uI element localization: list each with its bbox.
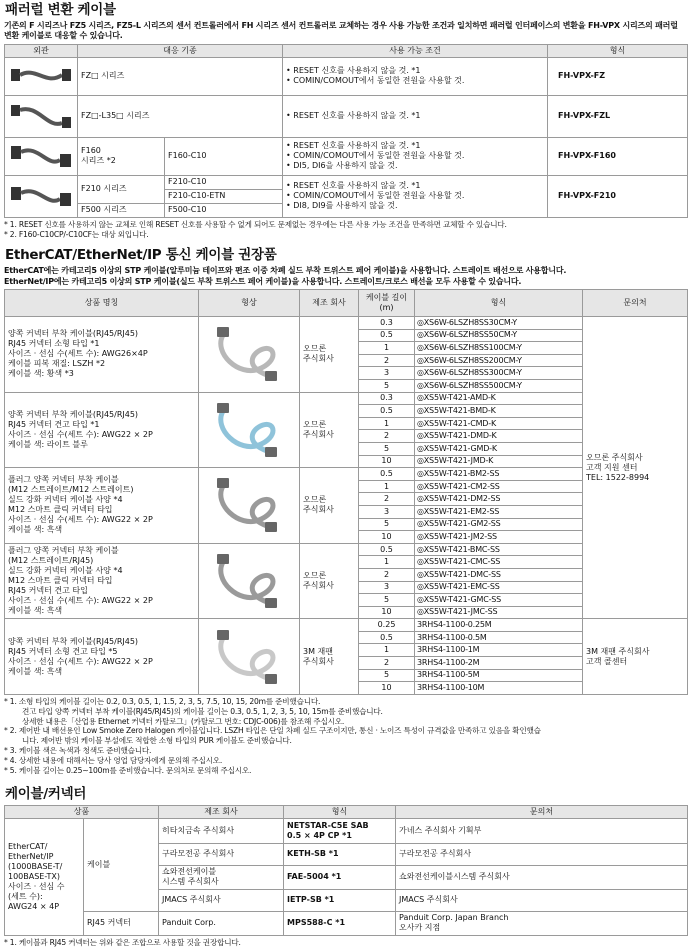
ribbon-cable-image [8, 60, 74, 92]
cable-shape-image [199, 468, 300, 544]
type-fz: FH-VPX-FZ [548, 57, 688, 95]
ribbon-cable-image [8, 99, 74, 133]
product-name: 양쪽 커넥터 부착 케이블(RJ45/RJ45) RJ45 커넥터 소형 견고 타입 *5 사이즈 · 선심 수(세트 수): AWG22 × 2P 케이블 색: 흑색 [5, 619, 199, 695]
cable-connector-table [4, 805, 688, 936]
cable-length: 5 [359, 594, 415, 607]
model-number: ◎XS5W-T421-CM2-SS [415, 480, 583, 493]
series-f500: F500 시리즈 [78, 203, 165, 217]
model-number: ◎XS6W-6LSZH8SS50CM-Y [415, 329, 583, 342]
lan-cable-icon [209, 550, 289, 612]
maker: 히타치금속 주식회사 [159, 818, 284, 843]
table-header-row [5, 290, 688, 317]
model: FAE-5004 *1 [284, 865, 396, 889]
note: * 1. RESET 신호를 사용하지 않는 교체로 인해 RESET 신호를 사용할 수 없게 되어도 문제없는 경우에는 다른 사용 가능 조건을 만족하면 교체할 수 있습니다. [4, 219, 507, 229]
header-type: 형식 [548, 44, 688, 57]
model-number: ◎XS5W-T421-GMD-K [415, 442, 583, 455]
model-number: ◎XS5W-T421-DM2-SS [415, 493, 583, 506]
cable-label: 케이블 [84, 818, 159, 911]
header-contact: 문의처 [396, 805, 688, 818]
section-intro-1: EtherCAT에는 카테고리5 이상의 STP 케이블(알루미늄 테이프와 편조 이중 차폐 실드 부착 트위스트 페어 케이블)을 사용합니다. 스트레이트 배선으로 사용합니다. [4, 266, 567, 276]
cable-length: 2 [359, 657, 415, 670]
cable-length: 5 [359, 518, 415, 531]
header-product: 상품 [5, 805, 159, 818]
model-number: ◎XS5W-T421-GMC-SS [415, 594, 583, 607]
model-number: ◎XS5W-T421-EMC-SS [415, 581, 583, 594]
conditions-f210: • RESET 신호를 사용하지 않을 것. *1 • COMIN/COMOUT에서 동일한 전원을 사용할 것. • DI8, DI9를 사용하지 않을 것. [283, 175, 548, 217]
note: 니다. 제어반 밖의 케이블 부설에도 적합한 소형 타입의 PUR 케이블도 준비했습니다. [22, 736, 292, 746]
contact-omron: 오므론 주식회사 고객 지원 센터 TEL: 1522-8994 [583, 317, 688, 619]
maker: 구라모전공 주식회사 [159, 843, 284, 865]
model-f210-c10: F210-C10 [165, 175, 283, 189]
conditions-f160: • RESET 신호를 사용하지 않을 것. *1 • COMIN/COMOUT에서 동일한 전원을 사용할 것. • DI5, DI6을 사용하지 않을 것. [283, 137, 548, 175]
cable-length: 3 [359, 581, 415, 594]
note: * 2. 제어반 내 배선용인 Low Smoke Zero Halogen 케이블입니다. LSZH 타입은 단일 차폐 실드 구조이지만, 통신 · 노이즈 특성이 규격값을 만족하고 있음을 확인했습 [4, 726, 541, 736]
table-row [5, 317, 688, 330]
model-number: 3RHS4-1100-0.5M [415, 631, 583, 644]
model-number: ◎XS6W-6LSZH8SS100CM-Y [415, 342, 583, 355]
cable-length: 2 [359, 354, 415, 367]
parallel-cable-table [4, 44, 688, 218]
type-f160: FH-VPX-F160 [548, 137, 688, 175]
table-row [5, 175, 688, 189]
table-row [5, 818, 688, 843]
model-number: ◎XS5W-T421-JMC-SS [415, 606, 583, 619]
product-name: 양쪽 커넥터 부착 케이블(RJ45/RJ45) RJ45 커넥터 소형 타입 *1 사이즈 · 선심 수(세트 수): AWG26×4P 케이블 피복 재질: LSZH *2 케이블 색: 황색 *3 [5, 317, 199, 393]
section-title-parallel-cable: 패러럴 변환 케이블 [5, 2, 116, 18]
model-number: ◎XS6W-6LSZH8SS500CM-Y [415, 380, 583, 393]
model-f500-c10: F500-C10 [165, 203, 283, 217]
contact: 가네스 주식회사 기획부 [396, 818, 688, 843]
model-number: ◎XS5W-T421-GM2-SS [415, 518, 583, 531]
cable-length: 10 [359, 606, 415, 619]
model-fzl: FZ□-L35□ 시리즈 [78, 95, 283, 137]
cable-length: 0.3 [359, 392, 415, 405]
series-f210: F210 시리즈 [78, 175, 165, 203]
model-number: ◎XS6W-6LSZH8SS200CM-Y [415, 354, 583, 367]
product-name: 플러그 양쪽 커넥터 부착 케이블 (M12 스트레이트/RJ45) 실드 강화 커넥터 케이블 사양 *4 M12 스마트 클릭 커넥터 타입 RJ45 커넥터 견고 타입 사이즈 · 선심 수(세트 수): AWG22 × 2P 케이블 색: 흑색 [5, 543, 199, 619]
note: * 5. 케이블 길이는 0.25~100m를 준비했습니다. 문의처로 문의해 주십시오. [4, 765, 252, 775]
cable-length: 0.5 [359, 631, 415, 644]
header-model: 형식 [284, 805, 396, 818]
maker: 오므론 주식회사 [300, 468, 359, 544]
model-number: ◎XS5W-T421-BMC-SS [415, 543, 583, 556]
section2-notes [4, 697, 687, 776]
model-number: 3RHS4-1100-1M [415, 644, 583, 657]
cable-length: 10 [359, 455, 415, 468]
model: NETSTAR-C5E SAB 0.5 × 4P CP *1 [284, 818, 396, 843]
header-shape: 형상 [199, 290, 300, 317]
cable-length: 2 [359, 493, 415, 506]
cable-length: 5 [359, 669, 415, 682]
cable-length: 0.5 [359, 543, 415, 556]
type-f210: FH-VPX-F210 [548, 175, 688, 217]
table-row [5, 57, 688, 95]
cable-shape-image [199, 392, 300, 468]
table-header-row [5, 805, 688, 818]
maker: 오므론 주식회사 [300, 317, 359, 393]
type-fzl: FH-VPX-FZL [548, 95, 688, 137]
model-f160-c10: F160-C10 [165, 137, 283, 175]
cable-length: 2 [359, 568, 415, 581]
contact-3m: 3M 재팬 주식회사 고객 콜센터 [583, 619, 688, 695]
section-intro: 기존의 F 시리즈나 FZ5 시리즈, FZ5-L 시리즈의 센서 컨트롤러에서 FH 시리즈 센서 컨트롤러로 교체하는 경우 사용 가능한 조건과 일치하면 패러럴 인터페이스의 변환을 FH-VPX 시리즈의 패러럴 변환 케이블로 대응할 수 있습니다. [4, 20, 678, 41]
model-number: ◎XS5W-T421-CMD-K [415, 417, 583, 430]
section3-notes [4, 938, 687, 948]
cable-image [5, 95, 78, 137]
header-compatible-model: 대응 기종 [78, 44, 283, 57]
header-length: 케이블 길이 (m) [359, 290, 415, 317]
cable-shape-image [199, 543, 300, 619]
cable-image [5, 137, 78, 175]
model: IETP-SB *1 [284, 889, 396, 911]
ethercat-table-body [5, 317, 688, 695]
maker: 쇼와전선케이블 시스템 주식회사 [159, 865, 284, 889]
note: * 1. 케이블과 RJ45 커넥터는 위와 같은 조합으로 사용할 것을 권장합니다. [4, 937, 241, 947]
cable-length: 10 [359, 531, 415, 544]
ribbon-cable-image [8, 140, 74, 172]
note: * 4. 상세한 내용에 대해서는 당사 영업 담당자에게 문의해 주십시오. [4, 756, 223, 765]
header-contact: 문의처 [583, 290, 688, 317]
cable-length: 10 [359, 682, 415, 695]
model-fz: FZ□ 시리즈 [78, 57, 283, 95]
table-header-row [5, 44, 688, 57]
table-row [5, 911, 688, 935]
section-title-ethercat-cable: EtherCAT/EtherNet/IP 통신 케이블 권장품 [5, 247, 277, 264]
cable-shape-image [199, 619, 300, 695]
ethercat-cable-table [4, 289, 688, 695]
model-number: ◎XS5W-T421-BM2-SS [415, 468, 583, 481]
note: 상세한 내용은「산업용 Ethernet 커넥터 카탈로그」(카탈로그 번호: CDJC-006)를 참조해 주십시오. [22, 716, 345, 726]
maker: JMACS 주식회사 [159, 889, 284, 911]
cable-length: 0.3 [359, 317, 415, 330]
model-number: 3RHS4-1100-5M [415, 669, 583, 682]
product-label: EtherCAT/ EtherNet/IP (1000BASE-T/ 100BASE-TX) 사이즈 · 선심 수 (세트 수): AWG24 × 4P [5, 818, 84, 935]
header-model: 형식 [415, 290, 583, 317]
header-appearance: 외관 [5, 44, 78, 57]
model: MPS588-C *1 [284, 911, 396, 935]
maker: 오므론 주식회사 [300, 543, 359, 619]
model-number: ◎XS6W-6LSZH8SS30CM-Y [415, 317, 583, 330]
cable-length: 3 [359, 505, 415, 518]
cable-length: 5 [359, 380, 415, 393]
table-row [5, 137, 688, 175]
model-f210-c10-etn: F210-C10-ETN [165, 189, 283, 203]
connector-label: RJ45 커넥터 [84, 911, 159, 935]
contact: 구라모전공 주식회사 [396, 843, 688, 865]
model-number: ◎XS5W-T421-AMD-K [415, 392, 583, 405]
model-number: ◎XS5W-T421-DMC-SS [415, 568, 583, 581]
section1-notes [4, 220, 687, 240]
note: * 1. 소형 타입의 케이블 길이는 0.2, 0.3, 0.5, 1, 1.5, 2, 3, 5, 7.5, 10, 15, 20m를 준비했습니다. [4, 696, 321, 706]
cable-length: 5 [359, 442, 415, 455]
header-conditions: 사용 가능 조건 [283, 44, 548, 57]
note: 견고 타입 양쪽 커넥터 부착 케이블(RJ45/RJ45)의 케이블 길이는 0.3, 0.5, 1, 2, 3, 5, 10, 15m를 준비했습니다. [22, 706, 383, 716]
contact: JMACS 주식회사 [396, 889, 688, 911]
product-name: 플러그 양쪽 커넥터 부착 케이블 (M12 스트레이트/M12 스트레이트) 실드 강화 커넥터 케이블 사양 *4 M12 스마트 클릭 커넥터 타입 사이즈 · 선심 수(세트 수): AWG22 × 2P 케이블 색: 흑색 [5, 468, 199, 544]
cable-length: 2 [359, 430, 415, 443]
lan-cable-icon [209, 323, 289, 385]
model-number: ◎XS5W-T421-DMD-K [415, 430, 583, 443]
table-row [5, 619, 688, 632]
conditions-fzl: • RESET 신호를 사용하지 않을 것. *1 [283, 95, 548, 137]
cable-length: 0.5 [359, 468, 415, 481]
model-number: ◎XS5W-T421-BMD-K [415, 405, 583, 418]
table-row [5, 95, 688, 137]
cable-length: 0.25 [359, 619, 415, 632]
lan-cable-icon [209, 474, 289, 536]
cable-length: 1 [359, 556, 415, 569]
cable-length: 0.5 [359, 329, 415, 342]
conditions-fz: • RESET 신호를 사용하지 않을 것. *1 • COMIN/COMOUT에서 동일한 전원을 사용할 것. [283, 57, 548, 95]
model-number: ◎XS6W-6LSZH8SS300CM-Y [415, 367, 583, 380]
cable-length: 3 [359, 367, 415, 380]
lan-cable-icon [209, 399, 289, 461]
cable-length: 1 [359, 644, 415, 657]
note: * 3. 케이블 색은 녹색과 청색도 준비했습니다. [4, 746, 152, 756]
model-number: 3RHS4-1100-0.25M [415, 619, 583, 632]
maker: 오므론 주식회사 [300, 392, 359, 468]
model-number: 3RHS4-1100-10M [415, 682, 583, 695]
cable-length: 1 [359, 342, 415, 355]
cable-image [5, 175, 78, 217]
cable-length: 0.5 [359, 405, 415, 418]
cable-length: 1 [359, 480, 415, 493]
cable-length: 1 [359, 417, 415, 430]
contact: Panduit Corp. Japan Branch 오사카 지점 [396, 911, 688, 935]
model-number: ◎XS5W-T421-EM2-SS [415, 505, 583, 518]
cable-shape-image [199, 317, 300, 393]
lan-cable-icon [209, 626, 289, 688]
maker: Panduit Corp. [159, 911, 284, 935]
model-number: ◎XS5W-T421-JMD-K [415, 455, 583, 468]
section-intro-2: EtherNet/IP에는 카테고리5 이상의 STP 케이블(실드 부착 트위스트 페어 케이블)을 사용합니다. 스트레이트/크로스 배선을 모두 사용할 수 있습니다. [4, 276, 522, 286]
header-product-name: 상품 명칭 [5, 290, 199, 317]
contact: 쇼와전선케이블시스템 주식회사 [396, 865, 688, 889]
note: * 2. F160-C10CP/-C10CF는 대상 외입니다. [4, 229, 149, 239]
model-number: ◎XS5W-T421-JM2-SS [415, 531, 583, 544]
section-title-cable-connector: 케이블/커넥터 [5, 785, 87, 802]
series-f160: F160 시리즈 *2 [78, 137, 165, 175]
header-maker: 제조 회사 [159, 805, 284, 818]
header-maker: 제조 회사 [300, 290, 359, 317]
model: KETH-SB *1 [284, 843, 396, 865]
cable-image [5, 57, 78, 95]
model-number: ◎XS5W-T421-CMC-SS [415, 556, 583, 569]
ribbon-cable-image [8, 179, 74, 213]
maker: 3M 재팬 주식회사 [300, 619, 359, 695]
model-number: 3RHS4-1100-2M [415, 657, 583, 670]
product-name: 양쪽 커넥터 부착 케이블(RJ45/RJ45) RJ45 커넥터 견고 타입 *1 사이즈 · 선심 수(세트 수): AWG22 × 2P 케이블 색: 라이트 블루 [5, 392, 199, 468]
